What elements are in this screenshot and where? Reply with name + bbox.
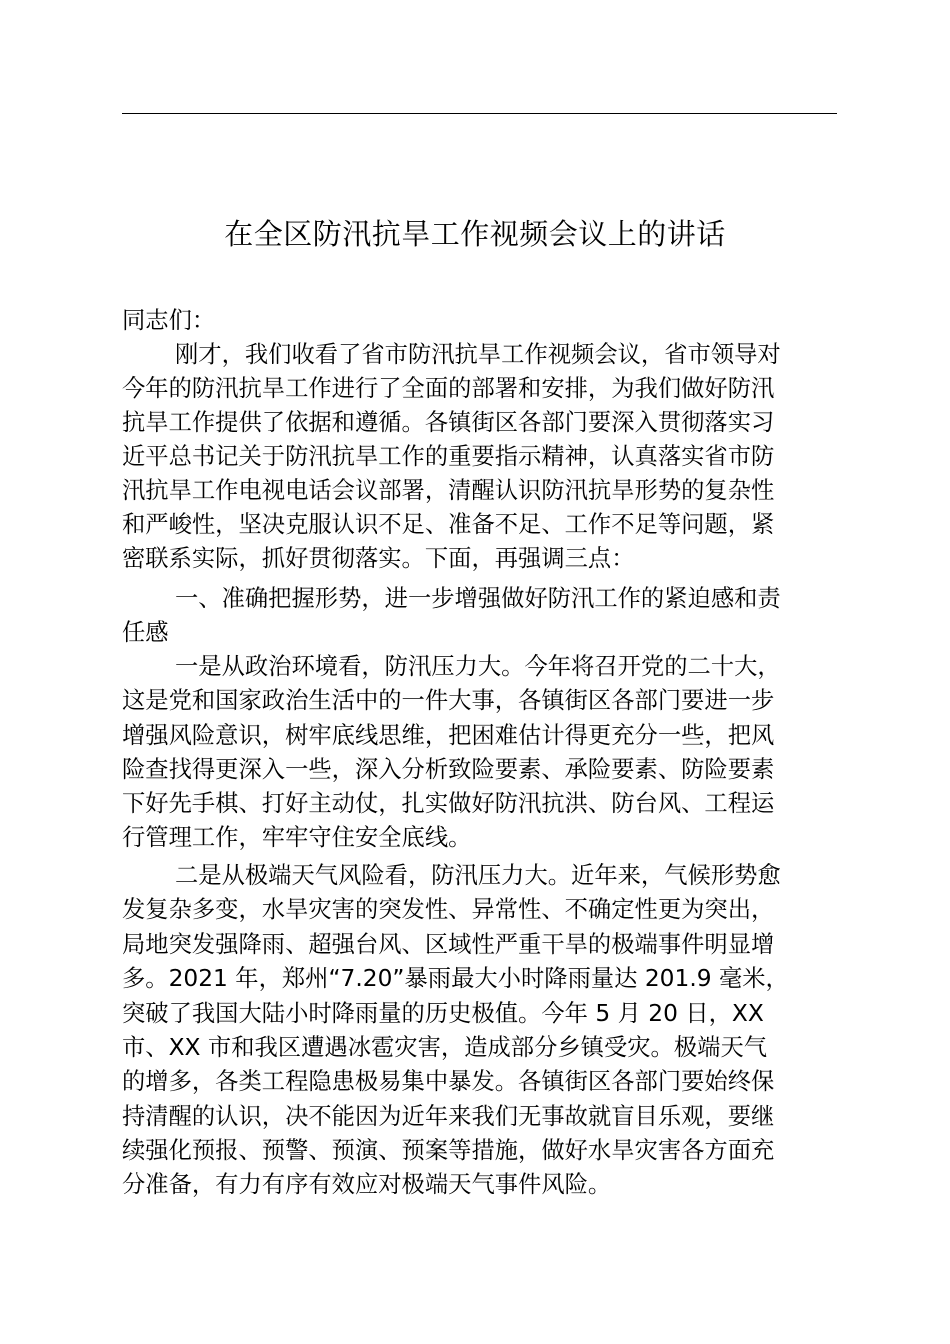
paragraph-line: 和严峻性，坚决克服认识不足、准备不足、工作不足等问题，紧: [122, 511, 775, 538]
paragraph-line: 刚才，我们收看了省市防汛抗旱工作视频会议，省市领导对: [175, 341, 781, 368]
paragraph-line: 二是从极端天气风险看，防汛压力大。近年来，气候形势愈: [175, 862, 781, 889]
paragraph-line: 近平总书记关于防汛抗旱工作的重要指示精神，认真落实省市防: [122, 443, 775, 470]
paragraph-line: 行管理工作，牢牢守住安全底线。: [122, 824, 472, 851]
paragraph-line: 这是党和国家政治生活中的一件大事，各镇街区各部门要进一步: [122, 687, 775, 714]
section-heading: 任感: [122, 619, 169, 646]
paragraph-line: 的增多，各类工程隐患极易集中暴发。各镇街区各部门要始终保: [122, 1068, 775, 1095]
paragraph-line: 持清醒的认识，决不能因为近年来我们无事故就盲目乐观，要继: [122, 1103, 775, 1130]
paragraph-line: 分准备，有力有序有效应对极端天气事件风险。: [122, 1171, 612, 1198]
paragraph-line: 增强风险意识，树牢底线思维，把困难估计得更充分一些，把风: [122, 722, 775, 749]
paragraph-line: 一是从政治环境看，防汛压力大。今年将召开党的二十大，: [175, 653, 781, 680]
paragraph-line: 下好先手棋、打好主动仗，扎实做好防汛抗洪、防台风、工程运: [122, 790, 775, 817]
paragraph-line: 险查找得更深入一些，深入分析致险要素、承险要素、防险要素: [122, 756, 775, 783]
section-heading: 一、准确把握形势，进一步增强做好防汛工作的紧迫感和责: [175, 585, 781, 612]
document-title: 在全区防汛抗旱工作视频会议上的讲话: [224, 217, 726, 251]
paragraph-line: 续强化预报、预警、预演、预案等措施，做好水旱灾害各方面充: [122, 1137, 775, 1164]
paragraph-line: 发复杂多变，水旱灾害的突发性、异常性、不确定性更为突出，: [122, 896, 775, 923]
paragraph-line: 密联系实际，抓好贯彻落实。下面，再强调三点：: [122, 545, 635, 572]
paragraph-line: 突破了我国大陆小时降雨量的历史极值。今年 5 月 20 日，XX: [122, 1000, 764, 1027]
paragraph-line: 今年的防汛抗旱工作进行了全面的部署和安排，为我们做好防汛: [122, 375, 775, 402]
paragraph-line: 局地突发强降雨、超强台风、区域性严重干旱的极端事件明显增: [122, 931, 775, 958]
salutation: 同志们：: [122, 307, 216, 334]
paragraph-line: 抗旱工作提供了依据和遵循。各镇街区各部门要深入贯彻落实习: [122, 409, 775, 436]
paragraph-line: 汛抗旱工作电视电话会议部署，清醒认识防汛抗旱形势的复杂性: [122, 477, 775, 504]
paragraph-line: 多。2021 年，郑州“7.20”暴雨最大小时降雨量达 201.9 毫米，: [122, 965, 789, 992]
paragraph-line: 市、XX 市和我区遭遇冰雹灾害，造成部分乡镇受灾。极端天气: [122, 1034, 768, 1061]
header-rule: [122, 113, 837, 114]
